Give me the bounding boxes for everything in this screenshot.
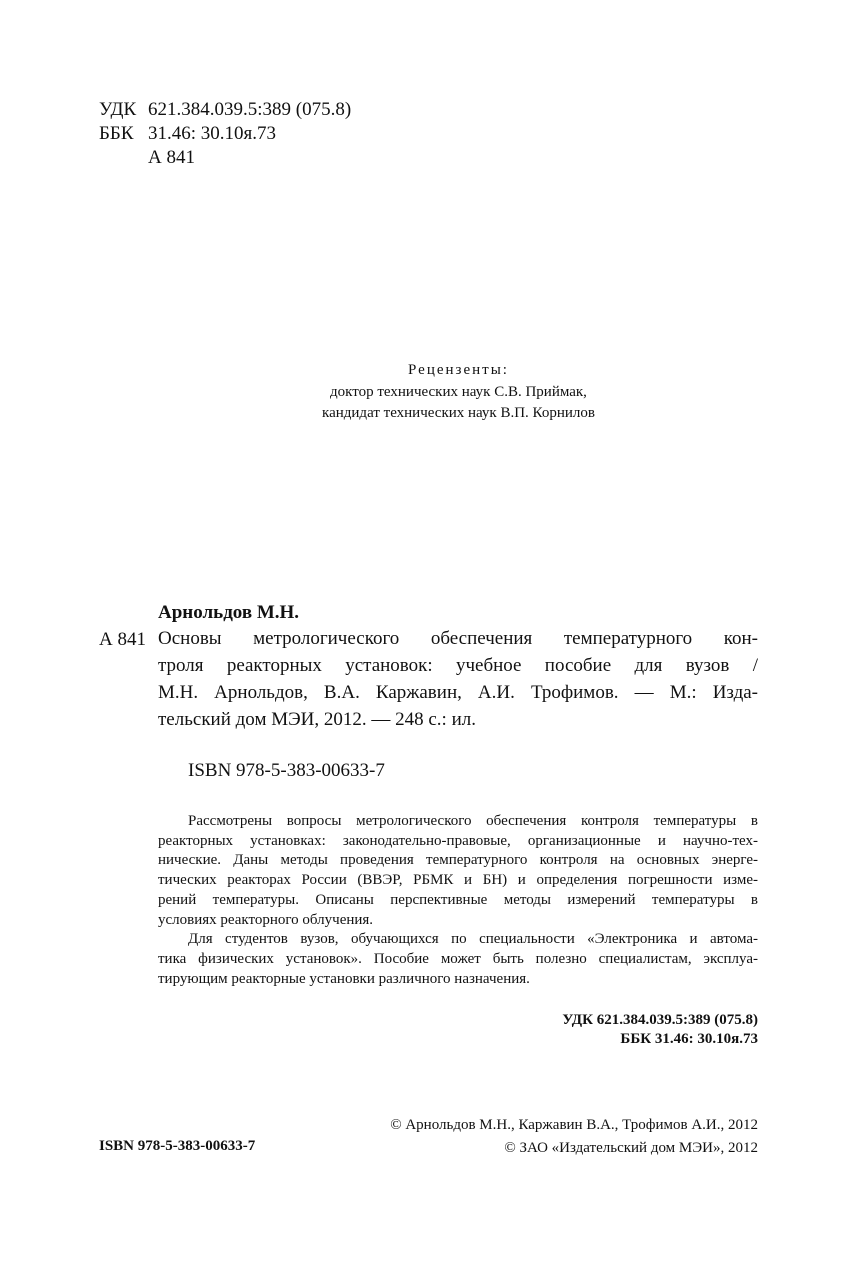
annotation-line: Для студентов вузов, обучающихся по специальности «Электроника и автома- (188, 931, 758, 948)
bbk-label: ББК (99, 123, 134, 144)
entry-line: М.Н. Арнольдов, В.А. Каржавин, А.И. Трофимов. — М.: Изда- (158, 682, 758, 703)
bottom-udk: УДК 621.384.039.5:389 (075.8) (562, 1012, 758, 1028)
annotation-line: рений температуры. Описаны перспективные методы измерений температуры в (158, 891, 758, 908)
author-sign-code: А 841 (148, 147, 195, 168)
annotation-line: Рассмотрены вопросы метрологического обеспечения контроля температуры в (188, 813, 758, 829)
reviewers-block (0, 360, 857, 425)
annotation-line: реакторных установках: законодательно-правовые, организационные и научно-тех- (158, 832, 758, 849)
entry-line: Основы метрологического обеспечения температурного кон- (158, 628, 758, 649)
copyright-line: © Арнольдов М.Н., Каржавин В.А., Трофимов А.И., 2012 (390, 1117, 758, 1133)
entry-isbn: ISBN 978-5-383-00633-7 (188, 760, 385, 781)
entry-line: тельский дом МЭИ, 2012. — 248 с.: ил. (158, 709, 476, 730)
udk-line (99, 98, 351, 122)
isbn-bottom: ISBN 978-5-383-00633-7 (99, 1138, 256, 1154)
reviewer-line: доктор технических наук С.В. Приймак, (330, 383, 587, 400)
annotation-line: тика физических установок». Пособие может быть полезно специалистам, эксплуа- (158, 950, 758, 967)
copyright-line: © ЗАО «Издательский дом МЭИ», 2012 (504, 1140, 758, 1156)
annotation-line: тирующим реакторные установки различного назначения. (158, 970, 530, 987)
bbk-value: 31.46: 30.10я.73 (148, 123, 277, 144)
bottom-bbk: ББК 31.46: 30.10я.73 (620, 1031, 758, 1047)
udk-value: 621.384.039.5:389 (075.8) (148, 99, 352, 120)
annotation-line: нические. Даны методы проведения температурного контроля на основных энерге- (158, 852, 758, 869)
annotation-line: условиях реакторного облучения. (158, 911, 374, 928)
entry-description (158, 625, 758, 733)
entry-line: троля реакторных установок: учебное пособие для вузов / (158, 655, 758, 676)
udk-label: УДК (99, 99, 137, 120)
reviewer-line: кандидат технических наук В.П. Корнилов (322, 405, 595, 421)
copyright-block (390, 1114, 758, 1160)
annotation-line: тических реакторах России (ВВЭР, РБМК и БН) и определения погрешности изме- (158, 872, 758, 889)
annotation (158, 812, 758, 989)
bbk-line (99, 122, 276, 146)
reviewers-heading: Рецензенты: (408, 362, 509, 378)
entry-author: Арнольдов М.Н. (158, 602, 300, 623)
bottom-classification (562, 1011, 758, 1049)
entry-code: А 841 (99, 629, 146, 650)
